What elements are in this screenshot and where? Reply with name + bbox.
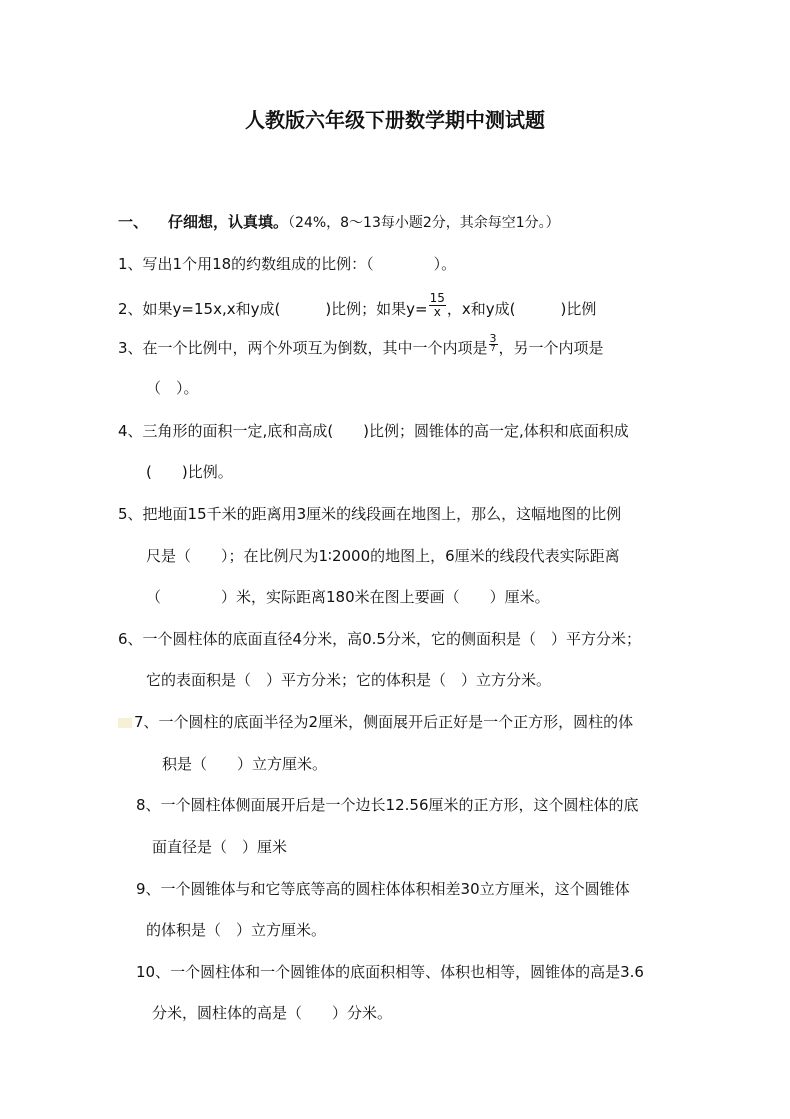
fraction-numerator: 3 [489, 331, 497, 345]
question-7-text: 7、一个圆柱的底面半径为2厘米，侧面展开后正好是一个正方形，圆柱的体 [134, 713, 634, 731]
question-3-part2: ，另一个内项是 [498, 339, 604, 357]
question-7-line1 [118, 712, 633, 732]
question-5-line2: 尺是（ ）；在比例尺为1∶2000的地图上，6厘米的线段代表实际距离 [146, 547, 620, 565]
question-3-part1: 3、在一个比例中，两个外项互为倒数，其中一个内项是 [118, 339, 488, 357]
fraction-3-over-7 [489, 333, 498, 353]
question-9-line2: 的体积是（ ）立方厘米。 [146, 921, 327, 939]
fraction-denominator: 7 [490, 343, 496, 353]
fraction-15-over-x [429, 292, 446, 319]
question-8-line2: 面直径是（ ）厘米 [152, 838, 288, 856]
section-number: 一、 [118, 213, 149, 231]
question-1: 1、写出1个用18的约数组成的比例：（ ）。 [118, 255, 457, 273]
fraction-denominator: x [433, 305, 441, 319]
section-1-header [118, 212, 560, 233]
question-7-line2: 积是（ ）立方厘米。 [162, 755, 328, 773]
question-3-line2: （ ）。 [146, 379, 199, 397]
question-9-line1: 9、一个圆锥体与和它等底等高的圆柱体体积相差30立方厘米，这个圆锥体 [136, 880, 630, 898]
question-2-part1: 2、如果y=15x,x和y成( )比例；如果y= [118, 300, 428, 318]
question-10-line2: 分米，圆柱体的高是（ ）分米。 [152, 1004, 393, 1022]
highlight-mark [118, 718, 132, 728]
page-title: 人教版六年级下册数学期中测试题 [245, 108, 545, 132]
question-4-line1: 4、三角形的面积一定,底和高成( )比例；圆锥体的高一定,体积和底面积成 [118, 422, 629, 440]
section-heading: 仔细想，认真填。 [168, 213, 289, 231]
question-2 [118, 291, 597, 323]
fraction-numerator: 15 [429, 291, 445, 305]
question-8-line1: 8、一个圆柱体侧面展开后是一个边长12.56厘米的正方形，这个圆柱体的底 [136, 796, 639, 814]
question-5-line1: 5、把地面15千米的距离用3厘米的线段画在地图上，那么，这幅地图的比例 [118, 505, 622, 523]
question-2-part2: ，x和y成( )比例 [446, 300, 597, 318]
question-5-line3: （ ）米，实际距离180米在图上要画（ ）厘米。 [146, 588, 550, 606]
question-3-line1 [118, 331, 604, 359]
section-note: （24%，8～13每小题2分，其余每空1分。） [288, 215, 560, 231]
question-10-line1: 10、一个圆柱体和一个圆锥体的底面积相等、体积也相等，圆锥体的高是3.6 [136, 963, 644, 981]
question-6-line1: 6、一个圆柱体的底面直径4分米，高0.5分米，它的侧面积是（ ）平方分米； [118, 630, 641, 648]
question-6-line2: 它的表面积是（ ）平方分米；它的体积是（ ）立方分米。 [146, 671, 552, 689]
question-4-line2: ( )比例。 [146, 463, 233, 481]
